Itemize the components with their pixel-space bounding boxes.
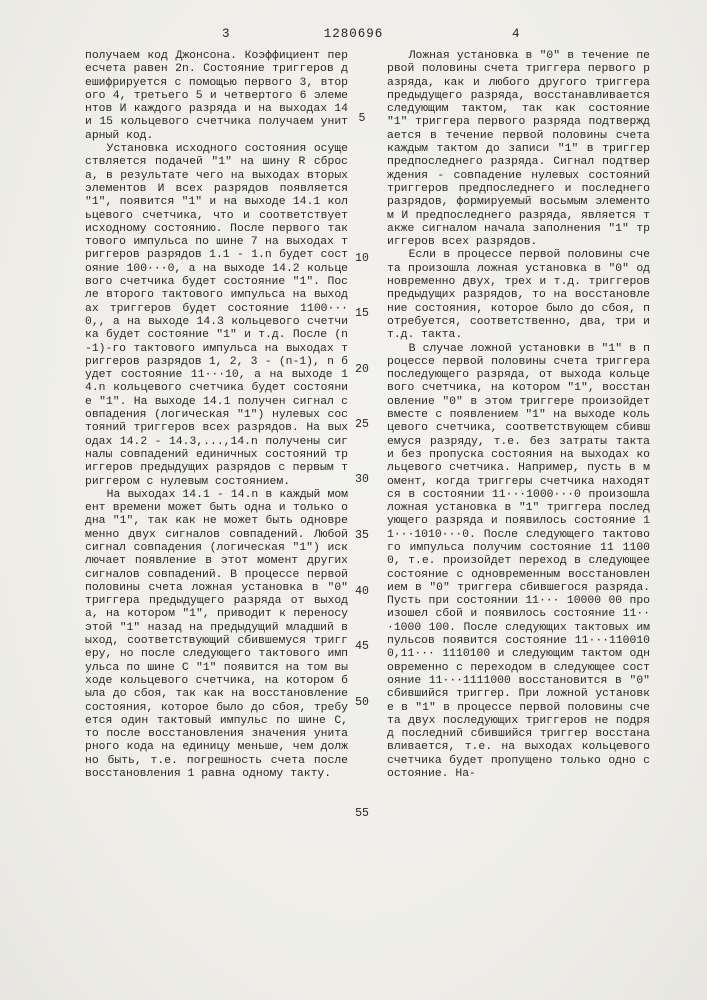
paragraph: Если в процессе первой половины счета произошла ложная установка в "0" одновременно двух, трех и т.д. триггеров предыдущих разрядов, то на восстановление состояния, которое было до сбоя, потребуется, соответственно, два, три и т.д. такта.: [387, 249, 650, 342]
line-number: 25: [355, 418, 369, 431]
line-number: 20: [355, 363, 369, 376]
text-column-left: [85, 50, 348, 781]
paragraph: На выходах 14.1 - 14.n в каждый момент времени может быть одна и только одна "1", так как не может быть одновременно двух сигналов совпадений. Любой сигнал совпадения (логическая "1") исключает появление в этот момент других сигналов совпадений. В процессе первой половины счета ложная установка в "0" триггера предыдущего разряда от выхода, на котором "1", приводит к переносу этой "1" назад на предыдущий младший выход, соответствующий сбившемуся триггеру, но после следующего тактового импульса по шине С "1" появится на том выходе кольцевого счетчика, на котором была до сбоя, так как на восстановление состояния, которое было до сбоя, требуется один тактовый импульс по шине С, то после восстановления значения унитарного кода на единицу меньше, чем должно быть, т.е. погрешность счета после восстановления 1 равна одному такту.: [85, 488, 348, 781]
line-number: 15: [355, 307, 369, 320]
line-number: 45: [355, 640, 369, 653]
page-header: [0, 27, 707, 43]
line-number: 40: [355, 585, 369, 598]
paragraph: В случае ложной установки в "1" в процессе первой половины счета триггера последующего разряда, от выхода кольцевого счетчика, на котором "1", восстановление "0" в этом триггере произойдет вместе с появлением "1" на выходе кольцевого счетчика, соответствующем сбившемуся разряду, т.е. без затраты такта и без пропуска состояния на выходах кольцевого счетчика. Например, пусть в момент, когда триггеры счетчика находятся в состоянии 11···1000···0 произошла ложная установка в "1" триггера последующего разряда и появилось состояние 11···1010···0. После следующего тактового импульса получим состояние 11 1100 0, т.е. произойдет переход в следующее состояние с одновременным восстановлением в "0" триггера сбившегося разряда. Пусть при состоянии 11··· 10000 00 произошел сбой и появилось состояние 11···1000 100. После следующих тактовых импульсов появится состояние 11···1100100,11··· 1110100 и следующим тактом одновременно с переходом в следующее состояние 11···1111000 восстановится в "0" сбившийся триггер. При ложной установке в "1" в процессе первой половины счета двух последующих триггеров не подряд последний сбившийся триггер восстанавливается, т.е. на выходах кольцевого счетчика будет пропущено только одно состояние. На-: [387, 342, 650, 781]
page-number-left: 3: [222, 27, 230, 41]
text-column-right: [387, 50, 650, 781]
line-number-gutter: [350, 0, 374, 1000]
line-number: 35: [355, 529, 369, 542]
line-number: 10: [355, 252, 369, 265]
line-number: 30: [355, 473, 369, 486]
paragraph: Ложная установка в "0" в течение первой половины счета триггера первого разряда, как и любого другого триггера предыдущего разряда, восстанавливается следующим тактом, так как состояние "1" триггера первого разряда подтверждается в течение первой половины счета каждым тактом до записи "1" в триггер предпоследнего разряда. Сигнал подтверждения - совпадение нулевых состояний триггеров предпоследнего и последнего разрядов, формируемый восьмым элементом И предпоследнего разряда, является также сигналом начала заполнения "1" триггеров всех разрядов.: [387, 50, 650, 249]
page-number-right: 4: [512, 27, 520, 41]
line-number: 55: [355, 807, 369, 820]
paragraph: Установка исходного состояния осуществляется подачей "1" на шину R сброса, в результате чего на выходах вторых элементов И всех разрядов появляется "1", появится "1" и на выходе 14.1 кольцевого счетчика, что и соответствует исходному состоянию. После первого тактового импульса по шине 7 на выходах триггеров разрядов 1.1 - 1.n будет состояние 100···0, а на выходе 14.2 кольцевого счетчика будет состояние "1". После второго тактового импульса на выходах триггеров будет состояние 1100···0,, а на выходе 14.3 кольцевого счетчика будет состояние "1" и т.д. После (n-1)-го тактового импульса на выходах триггеров разрядов 1, 2, 3 - (n-1), n будет состояние 11···10, а на выходе 14.n кольцевого счетчика будет состояние "1". На выходе 14.1 получен сигнал совпадения (логическая "1") нулевых состояний триггеров всех разрядов. На выходах 14.2 - 14.3,...,14.n получены сигналы совпадений единичных состояний триггеров предыдущих разрядов с первым триггером с нулевым состоянием.: [85, 143, 348, 488]
paragraph: получаем код Джонсона. Коэффициент пересчета равен 2n. Состояние триггеров дешифрируется с помощью первого 3, второго 4, третьего 5 и четвертого 6 элементов И каждого разряда и на выходах 14 и 15 кольцевого счетчика получаем унитарный код.: [85, 50, 348, 142]
document-number: 1280696: [323, 27, 384, 41]
line-number: 50: [355, 696, 369, 709]
line-number: 5: [358, 112, 366, 125]
